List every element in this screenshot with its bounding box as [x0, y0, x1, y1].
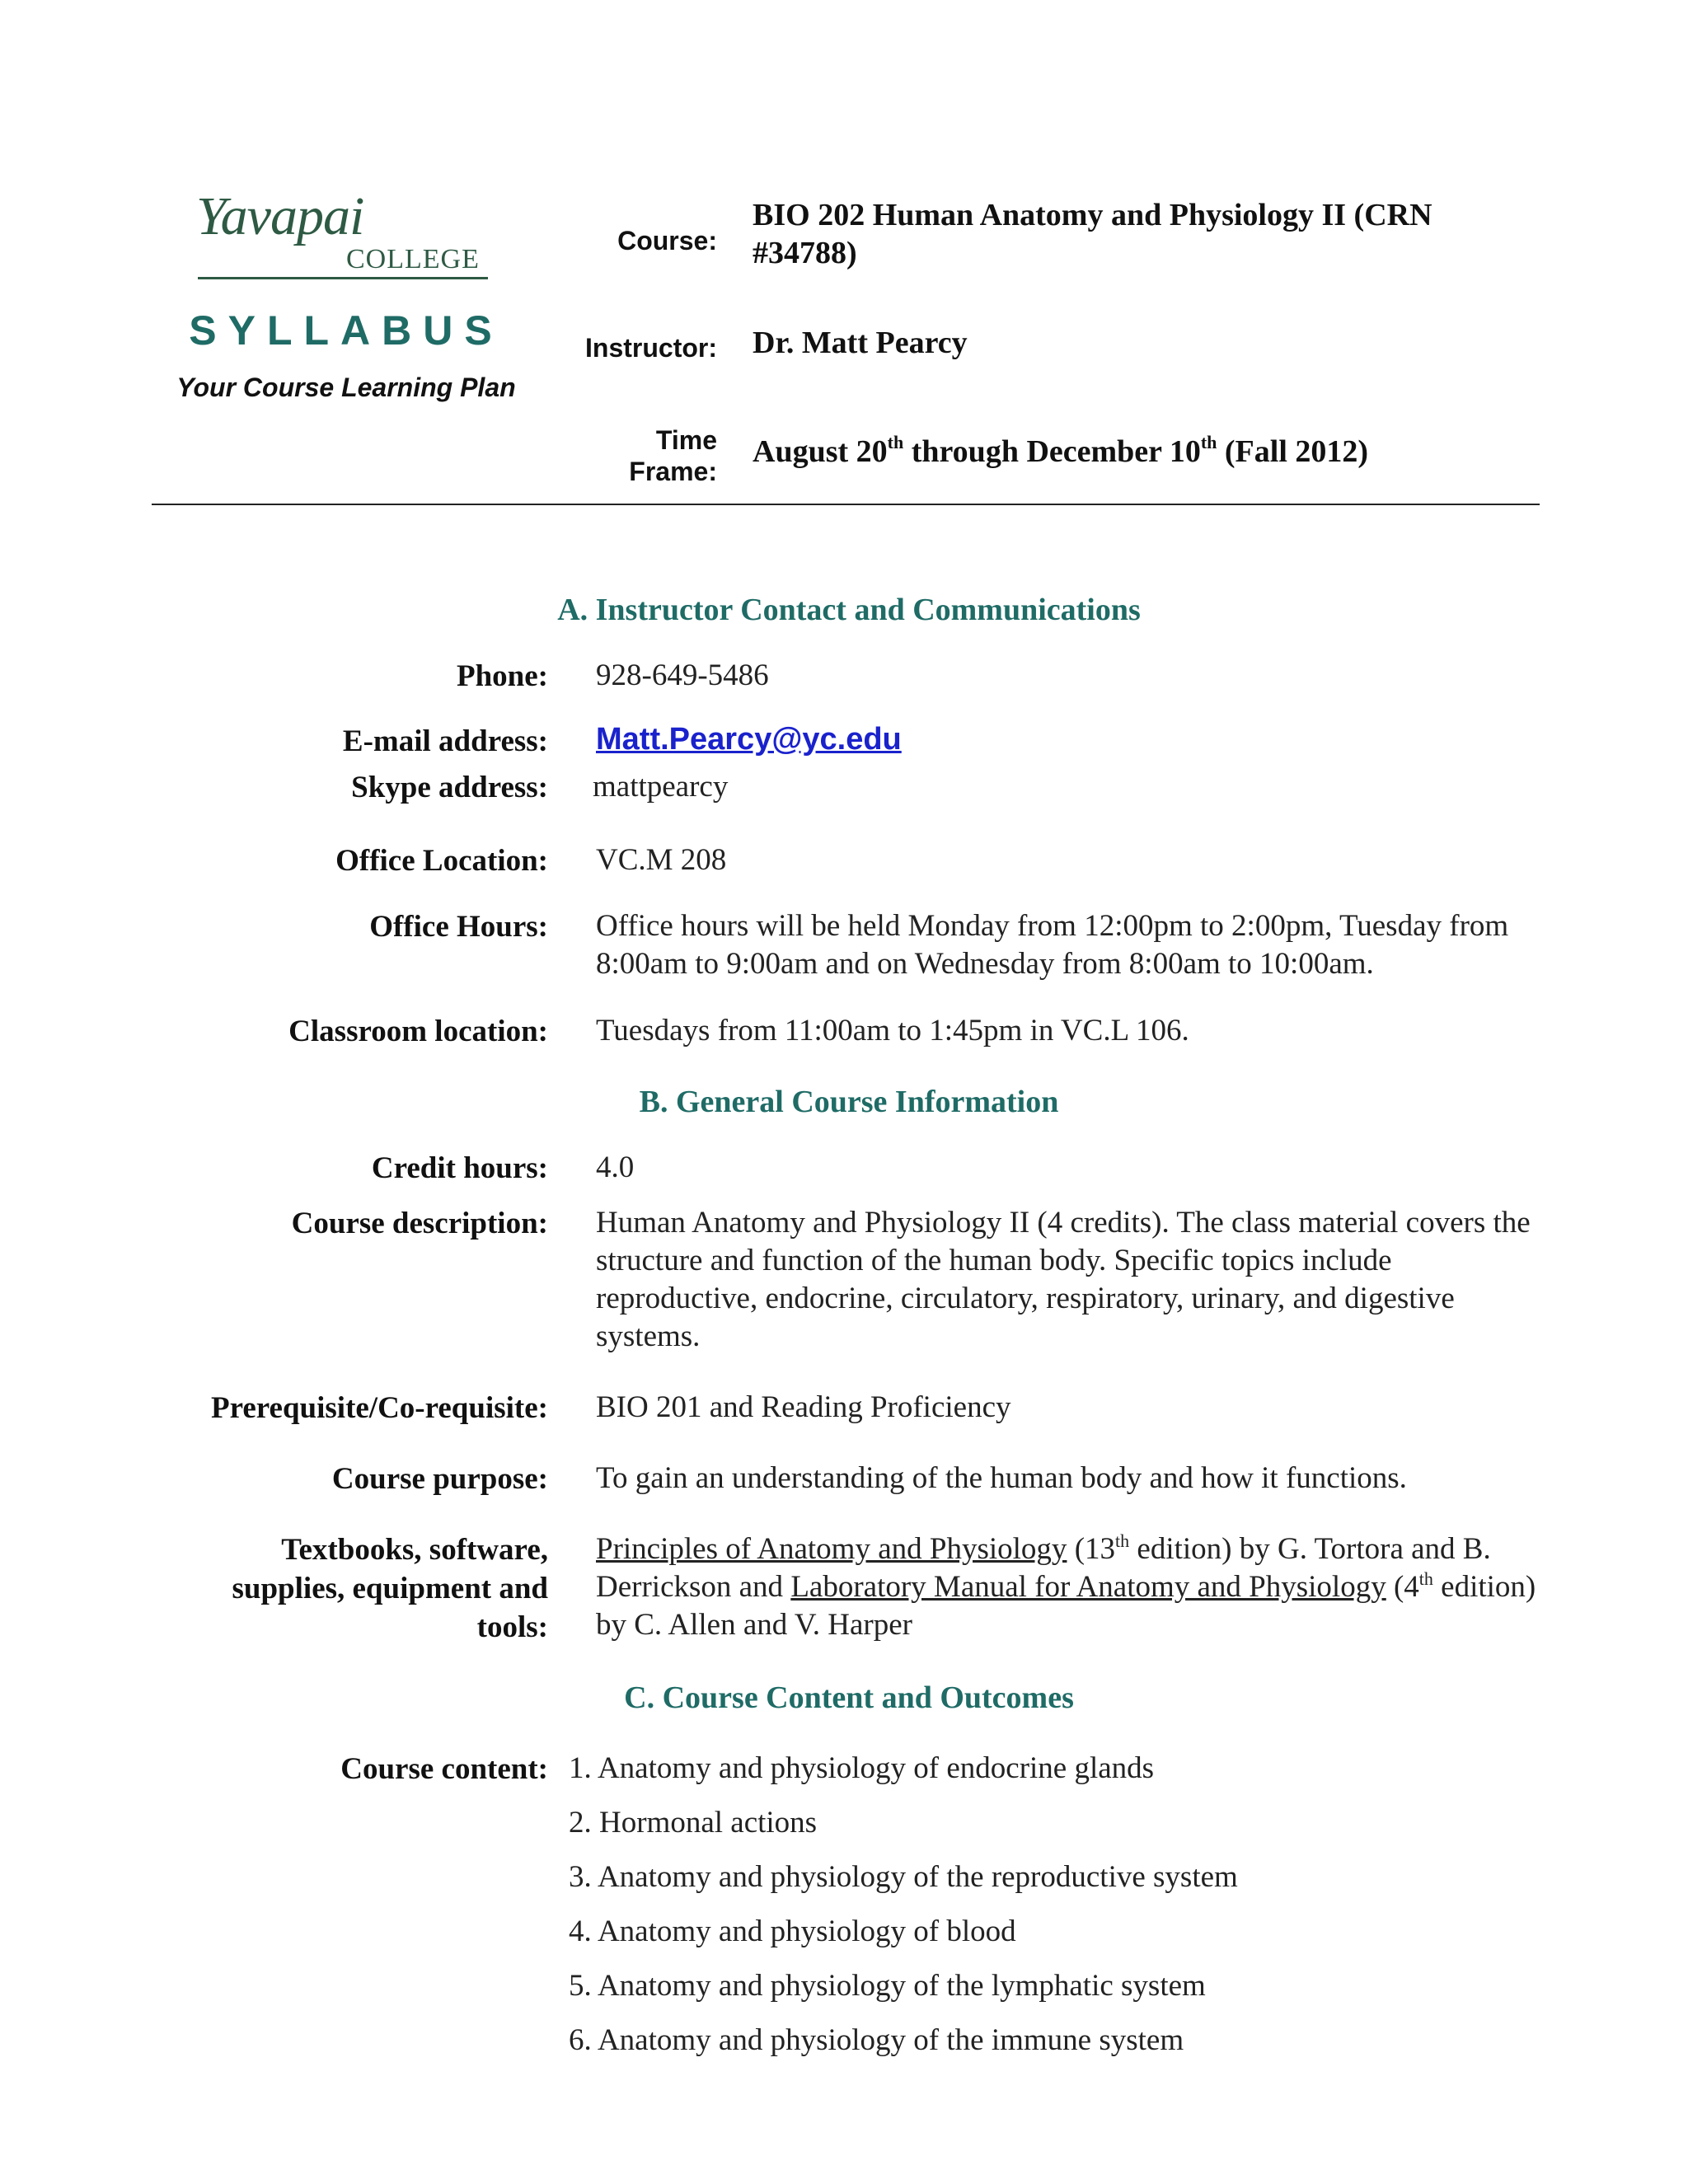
instructor-value: Dr. Matt Pearcy [753, 326, 968, 360]
textbook-title-lab-manual: Laboratory Manual for Anatomy and Physiology [790, 1570, 1386, 1604]
section-b-heading: B. General Course Information [639, 1085, 1059, 1119]
skype-value: mattpearcy [593, 770, 729, 804]
time-frame-start: August 20 [753, 434, 888, 469]
course-content-item: 4. Anatomy and physiology of blood [569, 1915, 1016, 1948]
course-content-item: 1. Anatomy and physiology of endocrine glands [569, 1751, 1155, 1785]
course-purpose-label: Course purpose: [331, 1462, 548, 1496]
course-label: Course: [617, 226, 717, 255]
textbooks-label: Textbooks, software, supplies, equipment and tools: [232, 1533, 548, 1644]
college-logo-wordmark: Yavapai [196, 186, 364, 246]
course-content-item: 5. Anatomy and physiology of the lymphatic system [569, 1969, 1206, 2003]
college-logo-subtext: COLLEGE [346, 244, 480, 274]
textbook-text: edition) by C. Allen and V. Harper [596, 1570, 1536, 1642]
email-label: E-mail address: [342, 724, 548, 758]
time-frame-label-line1: Time [655, 425, 717, 455]
classroom-location-label: Classroom location: [288, 1015, 548, 1048]
textbook-text: edition) by G. Tortora and B. Derrickson and [596, 1532, 1491, 1604]
header-divider [152, 504, 1540, 505]
syllabus-title: SYLLABUS [189, 307, 504, 354]
course-description-value: Human Anatomy and Physiology II (4 credits). The class material covers the structure and function of the human body. Specific topics include reproductive, endocrine, circulatory, respiratory, urinary, and digestive systems. [596, 1206, 1531, 1353]
course-description-label: Course description: [291, 1207, 548, 1240]
instructor-label: Instructor: [585, 333, 717, 363]
phone-value: 928-649-5486 [596, 658, 769, 692]
skype-label: Skype address: [351, 771, 548, 804]
time-frame-value [753, 433, 1527, 471]
time-frame-start-suffix: th [887, 432, 904, 452]
time-frame-end-suffix: th [1200, 432, 1217, 452]
textbook-text: (13 [1067, 1532, 1116, 1566]
logo-underline [198, 277, 488, 279]
office-location-label: Office Location: [335, 844, 548, 878]
time-frame-label-line2: Frame: [629, 457, 717, 486]
syllabus-subtitle: Your Course Learning Plan [176, 373, 516, 402]
course-content-label: Course content: [340, 1752, 548, 1786]
time-frame-term: (Fall 2012) [1217, 434, 1369, 469]
email-value [596, 720, 1552, 759]
phone-label: Phone: [457, 659, 548, 693]
email-link[interactable]: Matt.Pearcy@yc.edu [596, 722, 902, 757]
prerequisite-value: BIO 201 and Reading Proficiency [596, 1390, 1011, 1424]
credit-hours-value: 4.0 [596, 1151, 635, 1184]
textbook-title-principles: Principles of Anatomy and Physiology [596, 1532, 1067, 1566]
time-frame-label [470, 424, 717, 487]
office-location-value: VC.M 208 [596, 843, 727, 877]
office-hours-value: Office hours will be held Monday from 12:00pm to 2:00pm, Tuesday from 8:00am to 9:00am and on Wednesday from 8:00am to 10:00am. [596, 909, 1509, 981]
course-purpose-value: To gain an understanding of the human body and how it functions. [596, 1461, 1407, 1495]
textbook-edition-suffix: th [1115, 1530, 1130, 1551]
textbook-edition-suffix: th [1418, 1568, 1433, 1589]
section-a-heading: A. Instructor Contact and Communications [557, 593, 1141, 627]
classroom-location-value: Tuesdays from 11:00am to 1:45pm in VC.L 106. [596, 1014, 1189, 1047]
course-content-item: 6. Anatomy and physiology of the immune system [569, 2023, 1184, 2057]
prerequisite-label: Prerequisite/Co-requisite: [211, 1391, 548, 1425]
textbooks-value [596, 1530, 1552, 1644]
textbook-text: (4 [1386, 1570, 1419, 1604]
course-value: BIO 202 Human Anatomy and Physiology II (CRN #34788) [753, 198, 1432, 270]
course-content-item: 3. Anatomy and physiology of the reproductive system [569, 1860, 1238, 1894]
section-c-heading: C. Course Content and Outcomes [624, 1680, 1074, 1715]
credit-hours-label: Credit hours: [371, 1151, 548, 1185]
office-hours-label: Office Hours: [369, 910, 548, 944]
course-content-item: 2. Hormonal actions [569, 1806, 818, 1840]
time-frame-end: through December 10 [903, 434, 1201, 469]
